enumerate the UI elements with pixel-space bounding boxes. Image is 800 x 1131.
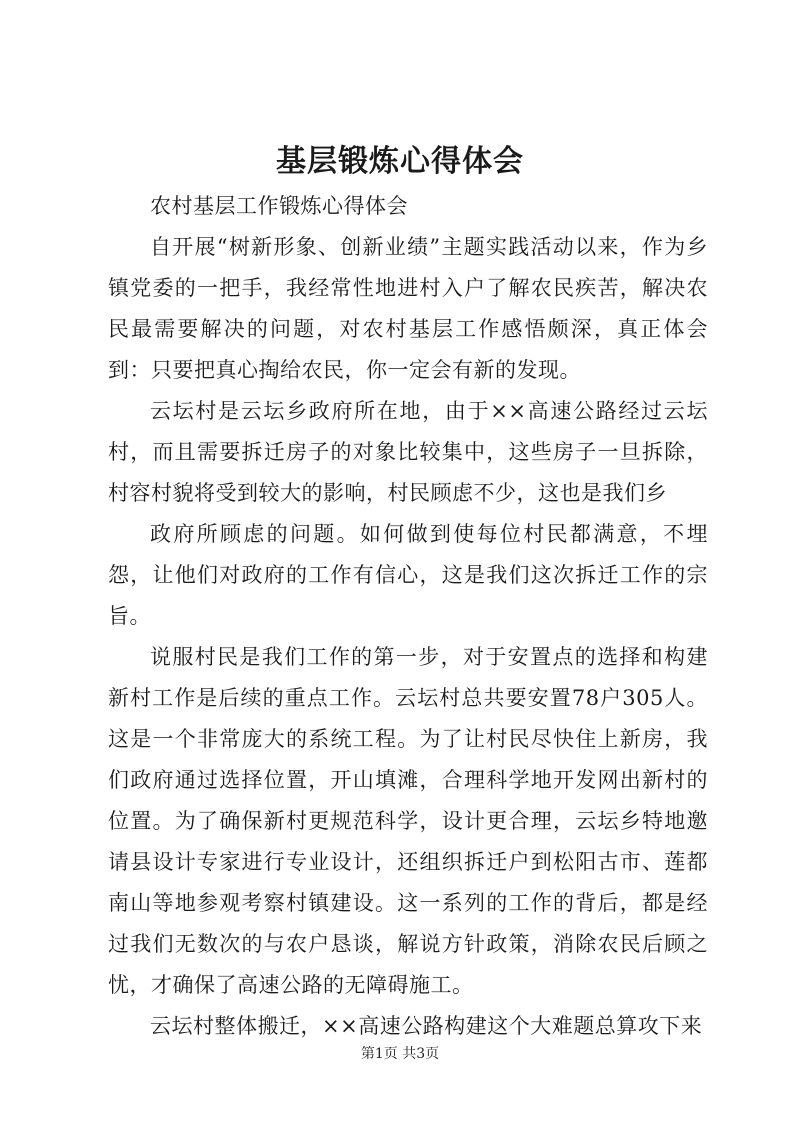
paragraph: 自开展“树新形象、创新业绩”主题实践活动以来，作为乡镇党委的一把手，我经常性地进村入户了解农民疾苦，解决农民最需要解决的问题，对农村基层工作感悟颇深，真正体会到：只要把真心掏给农民，你一定会有新的发现。 [108,235,708,382]
page-number-footer: 第1页 共3页 [360,1046,440,1062]
paragraph-subtitle: 农村基层工作锻炼心得体会 [150,194,408,218]
paragraph: 政府所顾虑的问题。如何做到使每位村民都满意，不埋怨，让他们对政府的工作有信心，这是我们这次拆迁工作的宗旨。 [108,522,708,628]
document-title: 基层锻炼心得体会 [276,144,524,179]
document-body [108,186,708,1047]
paragraph: 云坛村是云坛乡政府所在地，由于××高速公路经过云坛村，而且需要拆迁房子的对象比较集中，这些房子一旦拆除，村容村貌将受到较大的影响，村民顾虑不少，这也是我们乡 [108,399,708,505]
paragraph: 说服村民是我们工作的第一步，对于安置点的选择和构建新村工作是后续的重点工作。云坛村总共要安置78户305人。这是一个非常庞大的系统工程。为了让村民尽快住上新房，我们政府通过选择位置，开山填滩，合理科学地开发网出新村的位置。为了确保新村更规范科学，设计更合理，云坛乡特地邀请县设计专家进行专业设计，还组织拆迁户到松阳古市、莲都南山等地参观考察村镇建设。这一系列的工作的背后，都是经过我们无数次的与农户恳谈，解说方针政策，消除农民后顾之忧，才确保了高速公路的无障碍施工。 [108,645,708,997]
paragraph: 云坛村整体搬迁，××高速公路构建这个大难题总算攻下来 [150,1014,703,1038]
